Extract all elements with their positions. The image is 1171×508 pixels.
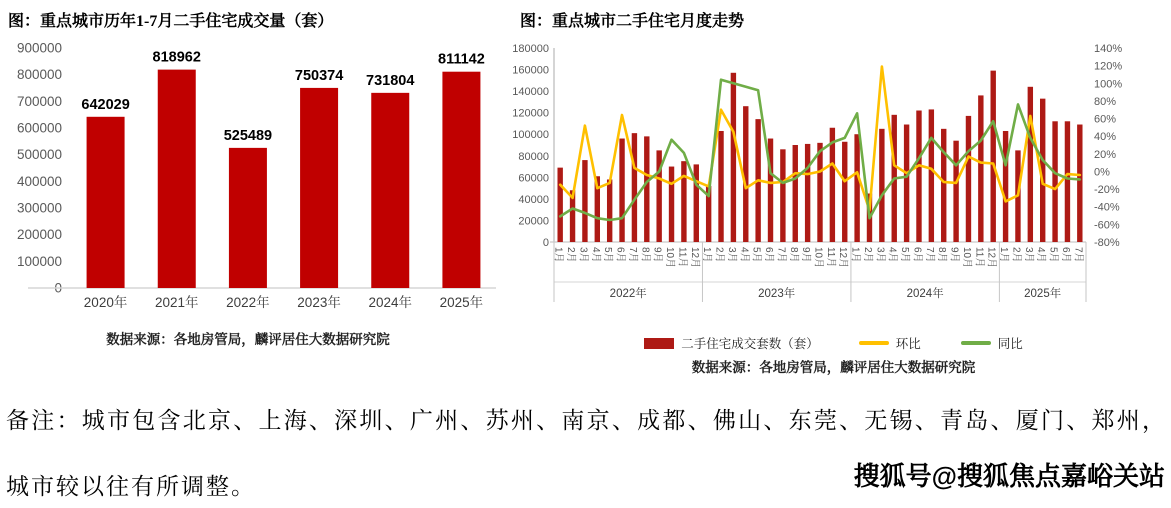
month-label: 7月 [775,247,787,263]
month-label: 11月 [973,247,985,268]
right-chart-left-axis-label: 180000 [512,43,549,55]
bar-2020年 [87,117,125,288]
bar-2023年 [300,88,338,288]
bar-value-label: 811142 [438,51,485,68]
monthly-bar [731,73,736,242]
month-label: 1月 [849,247,861,263]
right-chart-figure [496,0,1171,390]
bar-value-label: 750374 [294,67,344,84]
monthly-bar [916,111,921,242]
year-label: 2023年 [758,288,796,300]
month-label: 3月 [1022,247,1034,263]
x-axis-label: 2021年 [154,295,199,310]
right-chart-left-axis-label: 100000 [512,129,549,142]
right-chart-left-axis-label: 80000 [518,150,549,163]
x-axis-label: 2023年 [297,295,341,310]
left-chart-figure [0,0,496,390]
monthly-bar [1052,121,1057,242]
monthly-bar [669,167,674,242]
x-axis-label: 2025年 [439,295,484,310]
bar-value-label: 731804 [366,72,415,89]
right-chart-right-axis-label: -40% [1094,201,1120,214]
bar-2021年 [158,70,196,288]
right-chart-source: 数据来源：各地房管局，麟评居住大数据研究院 [691,360,976,375]
right-chart-right-axis-label: 140% [1094,43,1123,55]
month-label: 8月 [639,247,651,263]
month-label: 4月 [1035,247,1047,263]
month-label: 2月 [1010,247,1022,263]
monthly-bar [817,143,822,242]
right-chart-right-axis-label: 80% [1094,95,1117,108]
month-label: 10月 [960,247,972,269]
month-label: 9月 [800,247,812,263]
bar-value-label: 818962 [152,49,201,66]
left-y-axis-label: 200000 [16,227,62,243]
month-label: 2月 [713,247,725,263]
month-label: 11月 [676,247,688,268]
right-chart-right-axis-label: 60% [1094,113,1117,126]
month-label: 9月 [651,247,663,263]
month-label: 4月 [886,247,898,263]
note-line-1: 备注：城市包含北京、上海、深圳、广州、苏州、南京、成都、佛山、东莞、无锡、青岛、厦门、郑州， [6,408,1165,433]
monthly-bar [978,95,983,242]
monthly-bar [694,164,699,242]
month-label: 5月 [602,247,614,263]
left-y-axis-label: 800000 [16,67,62,83]
monthly-bar [619,139,624,242]
left-chart-source: 数据来源：各地房管局，麟评居住大数据研究院 [106,332,390,347]
right-chart-left-axis-label: 20000 [518,215,549,228]
right-chart-canvas [496,32,1171,332]
year-label: 2022年 [609,288,647,300]
monthly-bar [644,136,649,242]
bar-value-label: 525489 [223,127,273,144]
legend-item-bars [644,334,819,352]
right-chart-right-axis-label: 40% [1094,131,1117,144]
right-chart-left-axis-label: 40000 [518,193,549,206]
month-label: 6月 [911,247,923,263]
monthly-bar [904,125,909,242]
month-label: 5月 [750,247,762,263]
monthly-bar [718,131,723,242]
month-label: 3月 [874,247,886,263]
month-label: 5月 [1047,247,1059,263]
watermark: 搜狐号@搜狐焦点嘉峪关站 [853,461,1165,491]
bars-legend-label: 二手住宅成交套数（套） [681,337,819,351]
month-label: 10月 [664,247,676,269]
huanbi-line-swatch [859,341,889,345]
left-y-axis-label: 700000 [16,93,62,109]
left-y-axis-label: 100000 [16,253,62,269]
legend-item-huanbi [859,334,921,352]
month-label: 8月 [936,247,948,263]
right-chart-left-axis-label: 140000 [512,86,549,99]
right-chart-right-axis-label: 120% [1094,60,1123,73]
x-axis-label: 2024年 [368,295,413,310]
monthly-bar [780,149,785,242]
month-label: 4月 [589,247,601,263]
monthly-bar [854,134,859,242]
right-chart-right-axis-label: 20% [1094,148,1117,161]
x-axis-label: 2020年 [83,295,128,310]
month-label: 5月 [899,247,911,263]
tongbi-legend-label: 同比 [997,337,1023,351]
monthly-bar [1077,125,1082,242]
monthly-bar [805,144,810,242]
monthly-bar [941,129,946,242]
month-label: 3月 [577,247,589,263]
monthly-bar [953,141,958,242]
month-label: 12月 [837,247,849,269]
monthly-bar [607,179,612,242]
right-chart-left-axis-label: 160000 [512,64,549,77]
monthly-bar [632,133,637,242]
monthly-bar [557,168,562,242]
month-label: 1月 [701,247,713,263]
left-y-axis-label: 600000 [16,120,62,136]
left-y-axis-label: 300000 [16,200,62,216]
left-y-axis-label: 900000 [16,40,62,56]
month-label: 7月 [626,247,638,263]
left-y-axis-label: 0 [54,280,62,296]
right-chart-title: 图：重点城市二手住宅月度走势 [520,13,745,30]
month-label: 1月 [998,247,1010,263]
bars-legend-swatch [644,338,674,349]
x-axis-label: 2022年 [226,295,270,310]
month-label: 1月 [552,247,564,263]
month-label: 3月 [725,247,737,263]
month-label: 9月 [948,247,960,263]
monthly-bar [1028,87,1033,242]
month-label: 6月 [614,247,626,263]
monthly-bar [1065,121,1070,242]
monthly-bar [966,116,971,242]
month-label: 4月 [738,247,750,263]
huanbi-legend-label: 环比 [895,337,921,351]
monthly-bar [1003,131,1008,242]
year-label: 2025年 [1024,288,1062,300]
bar-2025年 [442,72,480,288]
right-chart-right-axis-label: -80% [1094,237,1120,249]
right-chart-right-axis-label: 100% [1094,78,1123,91]
monthly-bar [929,109,934,242]
month-label: 12月 [985,247,997,269]
bar-value-label: 642029 [81,96,130,113]
month-label: 7月 [1072,247,1084,263]
right-chart-left-axis-label: 0 [542,237,549,249]
monthly-bar [879,129,884,242]
month-label: 7月 [923,247,935,263]
monthly-bar [991,71,996,242]
right-chart-right-axis-label: -20% [1094,184,1120,197]
legend [496,334,1171,352]
bar-2024年 [371,93,409,288]
month-label: 8月 [787,247,799,263]
note-line-2: 城市较以往有所调整。 [6,474,256,499]
monthly-bar [793,145,798,242]
month-label: 6月 [763,247,775,263]
month-label: 10月 [812,247,824,269]
right-chart-right-axis-label: -60% [1094,219,1120,232]
bar-2022年 [229,148,267,288]
month-label: 12月 [688,247,700,269]
right-chart-left-axis-label: 120000 [512,107,549,120]
left-chart-title: 图：重点城市历年1-7月二手住宅成交量（套） [8,13,334,30]
left-chart-canvas [0,33,496,328]
month-label: 2月 [861,247,873,263]
year-label: 2024年 [906,288,944,300]
left-y-axis-label: 500000 [16,147,62,163]
monthly-bar [681,161,686,242]
month-label: 11月 [824,247,836,268]
monthly-bar [842,142,847,242]
tongbi-line-swatch [961,341,991,345]
right-chart-right-axis-label: 0% [1094,166,1110,179]
monthly-bar [582,160,587,242]
left-y-axis-label: 400000 [16,173,62,189]
month-label: 2月 [565,247,577,263]
legend-item-tongbi [961,334,1023,352]
right-chart-left-axis-label: 60000 [518,172,549,185]
month-label: 6月 [1059,247,1071,263]
